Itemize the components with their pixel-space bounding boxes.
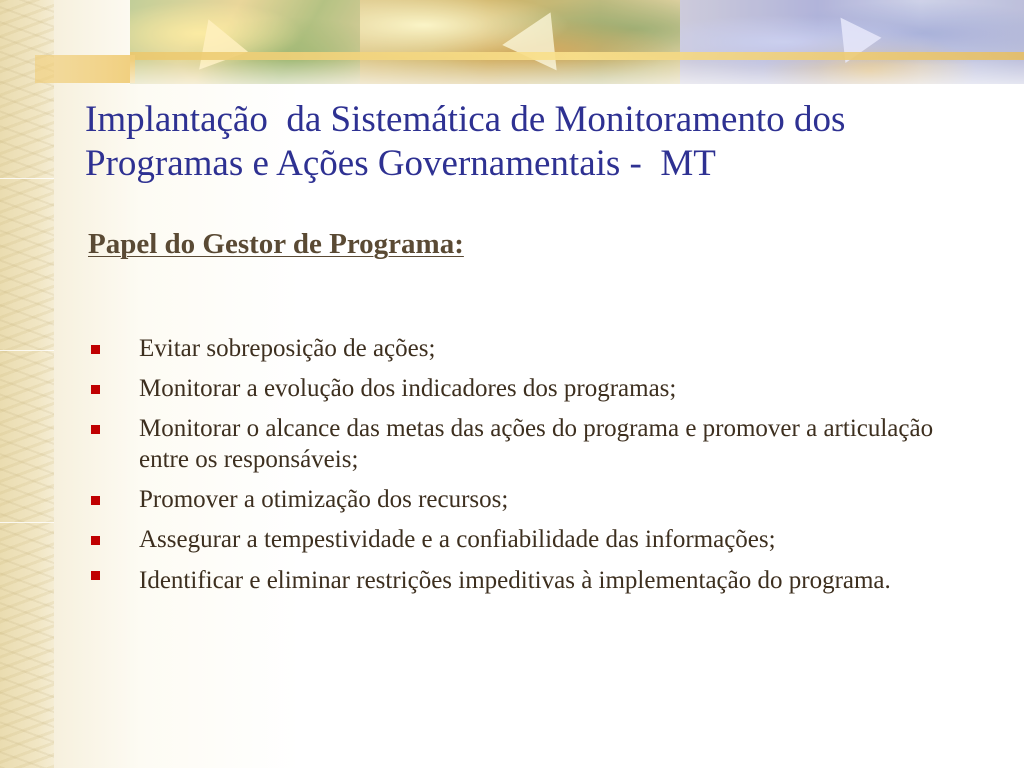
square-bullet-icon [91, 496, 100, 505]
banner-stripe [35, 55, 135, 83]
strip-seam [0, 178, 54, 179]
square-bullet-icon [91, 385, 100, 394]
square-bullet-icon [91, 425, 100, 434]
slide-subtitle: Papel do Gestor de Programa: [88, 228, 464, 260]
list-item [88, 524, 968, 555]
slide-title [85, 98, 1020, 186]
banner-fade [130, 0, 1024, 84]
bullet-list [88, 333, 968, 611]
list-item [88, 333, 968, 364]
decorative-banner [130, 0, 1024, 84]
bullet-text: Monitorar o alcance das metas das ações do programa e promover a articulação entre os responsáveis; [139, 415, 934, 473]
bullet-text: Assegurar a tempestividade e a confiabilidade das informações; [139, 526, 776, 553]
square-bullet-icon [91, 571, 100, 580]
list-item [88, 413, 968, 475]
list-item [88, 373, 968, 404]
list-item [88, 560, 968, 602]
list-item [88, 484, 968, 515]
square-bullet-icon [91, 536, 100, 545]
strip-seam [0, 350, 54, 351]
bullet-text: Evitar sobreposição de ações; [139, 335, 436, 362]
bullet-text: Identificar e eliminar restrições impeditivas à implementação do programa. [139, 567, 891, 594]
slide-title-line-2: Programas e Ações Governamentais - MT [85, 143, 716, 184]
parchment-strip [0, 0, 54, 768]
slide-title-line-1: Implantação da Sistemática de Monitoramento dos [85, 99, 846, 140]
bullet-text: Promover a otimização dos recursos; [139, 486, 509, 513]
square-bullet-icon [91, 345, 100, 354]
bullet-text: Monitorar a evolução dos indicadores dos programas; [139, 375, 677, 402]
strip-seam [0, 522, 54, 523]
